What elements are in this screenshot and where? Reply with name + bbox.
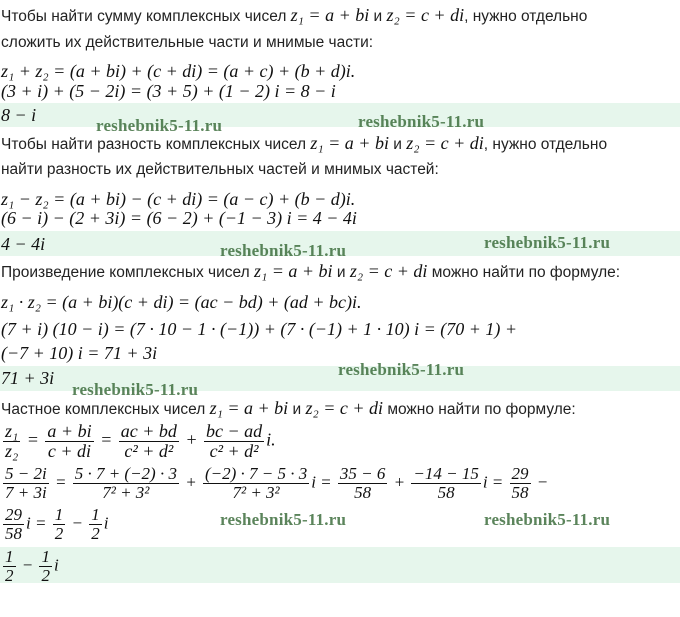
diff-intro-line1 <box>1 134 607 153</box>
quot-answer-band <box>0 547 680 583</box>
sum-intro-line1 <box>1 6 587 25</box>
z1-definition: z₁ = a + bi <box>290 5 370 25</box>
z2-definition: z₂ = c + di <box>386 5 465 25</box>
fraction: $\frac{1}{2}$ <box>5 547 14 585</box>
fraction: $\frac{5 \cdot 7 + (-2) \cdot 3}{\text{7² + 3²}}$ <box>74 464 177 502</box>
conjunction: и <box>373 8 383 25</box>
fraction: $\frac{ac + bd}{\text{c² + d²}}$ <box>120 421 177 461</box>
sum-answer: 8 − i <box>1 105 37 125</box>
z1-definition: z₁ = a + bi <box>310 133 389 153</box>
sum-calculation: (3 + i) + (5 − 2i) = (3 + 5) + (1 − 2) i = 8 − i <box>1 81 336 101</box>
quot-formula: $\frac{\text{z₁}}{\text{z₂}}$ = $\frac{a + bi}{c + di}$ = $\frac{ac + bd}{\text{c² + d²}}$ + $\frac{bc - ad}{\text{c² + d²}}$ i. <box>5 421 276 461</box>
fraction: $\frac{29}{58}$ <box>5 505 22 543</box>
diff-intro-text: Чтобы найти разность комплексных чисел <box>1 136 307 153</box>
fraction: $\frac{(-2) \cdot 7 - 5 \cdot 3}{\text{7² + 3²}}$ <box>204 464 308 502</box>
watermark: reshebnik5-11.ru <box>220 241 347 260</box>
conjunction: и <box>292 401 302 418</box>
conjunction: и <box>393 136 402 153</box>
diff-intro-tail: , нужно отдельно <box>483 136 608 153</box>
watermark: reshebnik5-11.ru <box>220 510 347 529</box>
prod-intro-tail: можно найти по формуле: <box>431 264 621 281</box>
fraction: $\frac{bc - ad}{\text{c² + d²}}$ <box>206 421 263 461</box>
watermark: reshebnik5-11.ru <box>96 116 223 135</box>
fraction: $\frac{1}{2}$ <box>54 505 64 543</box>
fraction: $\frac{35 - 6}{58}$ <box>339 464 386 502</box>
fraction: $\frac{a + bi}{c + di}$ <box>47 421 92 461</box>
z1-definition: z₁ = a + bi <box>254 261 333 281</box>
sum-intro-tail: , нужно отдельно <box>464 8 588 25</box>
quot-intro-line <box>1 399 576 418</box>
fraction: $\frac{\text{z₁}}{\text{z₂}}$ <box>5 421 19 461</box>
quot-intro-tail: можно найти по формуле: <box>387 401 576 418</box>
diff-calculation: (6 − i) − (2 + 3i) = (6 − 2) + (−1 − 3) i = 4 − 4i <box>1 208 357 228</box>
fraction: $\frac{1}{2}$ <box>41 547 50 585</box>
sum-intro-line2: сложить их действительные части и мнимые части: <box>1 34 374 51</box>
diff-intro-line2: найти разность их действительных частей и мнимых частей: <box>1 161 439 178</box>
prod-intro-line <box>1 262 620 281</box>
sum-formula: z₁ + z₂ = (a + bi) + (c + di) = (a + c) + (b + d)i. <box>1 61 356 81</box>
quot-calculation-line2: $\frac{29}{58}$ i = $\frac{1}{2}$ − $\frac{1}{2}$ i <box>5 505 109 543</box>
quot-answer: $\frac{1}{2}$ − $\frac{1}{2}$ i <box>5 547 59 585</box>
fraction: $\frac{5 - 2i}{7 + 3i}$ <box>5 464 47 502</box>
diff-answer: 4 − 4i <box>1 234 46 254</box>
quot-intro-text: Частное комплексных чисел <box>1 401 206 418</box>
watermark: reshebnik5-11.ru <box>338 360 465 379</box>
z2-definition: z₂ = c + di <box>349 261 428 281</box>
watermark: reshebnik5-11.ru <box>72 380 199 399</box>
prod-calculation-line1: (7 + i) (10 − i) = (7 · 10 − 1 · (−1)) + (7 · (−1) + 1 · 10) i = (70 + 1) + <box>1 319 518 339</box>
prod-intro-text: Произведение комплексных чисел <box>1 264 250 281</box>
watermark: reshebnik5-11.ru <box>484 510 611 529</box>
fraction: $\frac{-14 - 15}{58}$ <box>413 464 479 502</box>
z2-definition: z₂ = c + di <box>406 133 484 153</box>
fraction: $\frac{29}{58}$ <box>511 464 529 502</box>
z2-definition: z₂ = c + di <box>305 398 384 418</box>
conjunction: и <box>336 264 346 281</box>
z1-definition: z₁ = a + bi <box>209 398 289 418</box>
prod-formula: z₁ · z₂ = (a + bi)(c + di) = (ac − bd) + (ad + bc)i. <box>1 292 362 312</box>
diff-formula: z₁ − z₂ = (a + bi) − (c + di) = (a − c) + (b − d)i. <box>1 189 356 209</box>
fraction: $\frac{1}{2}$ <box>91 505 100 543</box>
watermark: reshebnik5-11.ru <box>484 233 611 252</box>
prod-answer: 71 + 3i <box>1 368 55 388</box>
quot-calculation-line1: $\frac{5 - 2i}{7 + 3i}$ = $\frac{5 \cdot 7 + (-2) \cdot 3}{\text{7² + 3²}}$ + $\frac{(-2) \cdot 7 - 5 \cdot 3}{\text{7² + 3²}}$ i = $\frac{35 - 6}{58}$ + $\frac{-14 - 15}{58}$ i = $\frac{29}{58}$ − <box>5 464 549 502</box>
sum-intro-text: Чтобы найти сумму комплексных чисел <box>1 8 287 25</box>
watermark: reshebnik5-11.ru <box>358 112 485 131</box>
prod-calculation-line2: (−7 + 10) i = 71 + 3i <box>1 343 158 363</box>
